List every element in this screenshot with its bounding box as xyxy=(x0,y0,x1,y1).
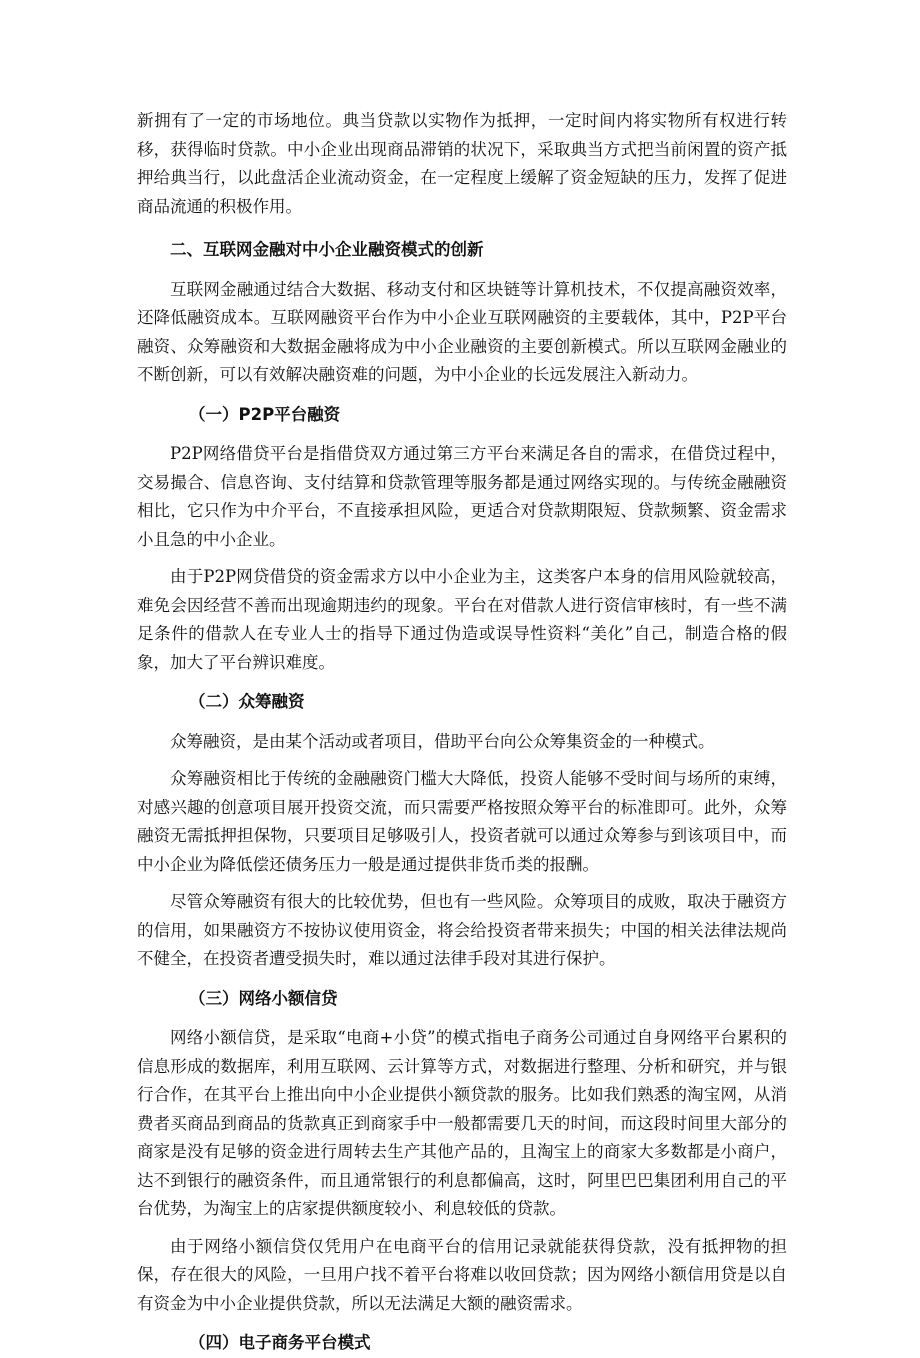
subsection-heading: （二）众筹融资 xyxy=(189,692,305,711)
paragraph: 网络小额信贷，是采取“电商+小贷”的模式指电子商务公司通过自身网络平台累积的信息形成的数据库，利用互联网、云计算等方式，对数据进行整理、分析和研究，并与银行合作，在其平台上推出向中小企业提供小额贷款的服务。比如我们熟悉的淘宝网，从消费者买商品到商品的货款真正到商家手中一般都需要几天的时间，而这段时间里大部分的商家是没有足够的资金进行周转去生产其他产品的，且淘宝上的商家大多数都是小商户，达不到银行的融资条件，而且通常银行的利息都偏高，这时，阿里巴巴集团利用自己的平台优势，为淘宝上的店家提供额度较小、利息较低的贷款。 xyxy=(137,1028,787,1218)
paragraph: 由于网络小额信贷仅凭用户在电商平台的信用记录就能获得贷款，没有抵押物的担保，存在很大的风险，一旦用户找不着平台将难以收回贷款；因为网络小额信用贷是以自有资金为中小企业提供贷款，所以无法满足大额的融资需求。 xyxy=(137,1236,787,1313)
paragraph: 众筹融资，是由某个活动或者项目，借助平台向公众筹集资金的一种模式。 xyxy=(170,731,715,751)
paragraph: 众筹融资相比于传统的金融融资门槛大大降低，投资人能够不受时间与场所的束缚，对感兴趣的创意项目展开投资交流，而只需要严格按照众筹平台的标准即可。此外，众筹融资无需抵押担保物，只要项目足够吸引人，投资者就可以通过众筹参与到该项目中，而中小企业为降低偿还债务压力一般是通过提供非货币类的报酬。 xyxy=(137,769,787,874)
subsection-heading: （一）P2P平台融资 xyxy=(189,404,341,424)
paragraph: 互联网金融通过结合大数据、移动支付和区块链等计算机技术，不仅提高融资效率，还降低融资成本。互联网融资平台作为中小企业互联网融资的主要载体，其中，P2P平台融资、众筹融资和大数据金融将成为中小企业融资的主要创新模式。所以互联网金融业的不断创新，可以有效解决融资难的问题，为中小企业的长远发展注入新动力。 xyxy=(137,279,787,384)
subsection-heading: （四）电子商务平台模式 xyxy=(189,1333,371,1352)
paragraph: 尽管众筹融资有很大的比较优势，但也有一些风险。众筹项目的成败，取决于融资方的信用，如果融资方不按协议使用资金，将会给投资者带来损失；中国的相关法律法规尚不健全，在投资者遭受损失时，难以通过法律手段对其进行保护。 xyxy=(137,892,787,968)
paragraph-continued: 新拥有了一定的市场地位。典当贷款以实物作为抵押，一定时间内将实物所有权进行转移，获得临时贷款。中小企业出现商品滞销的状况下，采取典当方式把当前闲置的资产抵押给典当行，以此盘活企业流动资金，在一定程度上缓解了资金短缺的压力，发挥了促进商品流通的积极作用。 xyxy=(137,111,787,216)
paragraph: 由于P2P网贷借贷的资金需求方以中小企业为主，这类客户本身的信用风险就较高，难免会因经营不善而出现逾期违约的现象。平台在对借款人进行资信审核时，有一些不满足条件的借款人在专业人士的指导下通过伪造或误导性资料“美化”自己，制造合格的假象，加大了平台辨识难度。 xyxy=(137,567,787,672)
section-heading: 二、互联网金融对中小企业融资模式的创新 xyxy=(170,240,484,259)
subsection-heading: （三）网络小额信贷 xyxy=(189,988,338,1008)
paragraph: P2P网络借贷平台是指借贷双方通过第三方平台来满足各自的需求，在借贷过程中，交易撮合、信息咨询、支付结算和贷款管理等服务都是通过网络实现的。与传统金融融资相比，它只作为中介平台，不直接承担风险，更适合对贷款期限短、贷款频繁、资金需求小且急的中小企业。 xyxy=(137,444,787,549)
